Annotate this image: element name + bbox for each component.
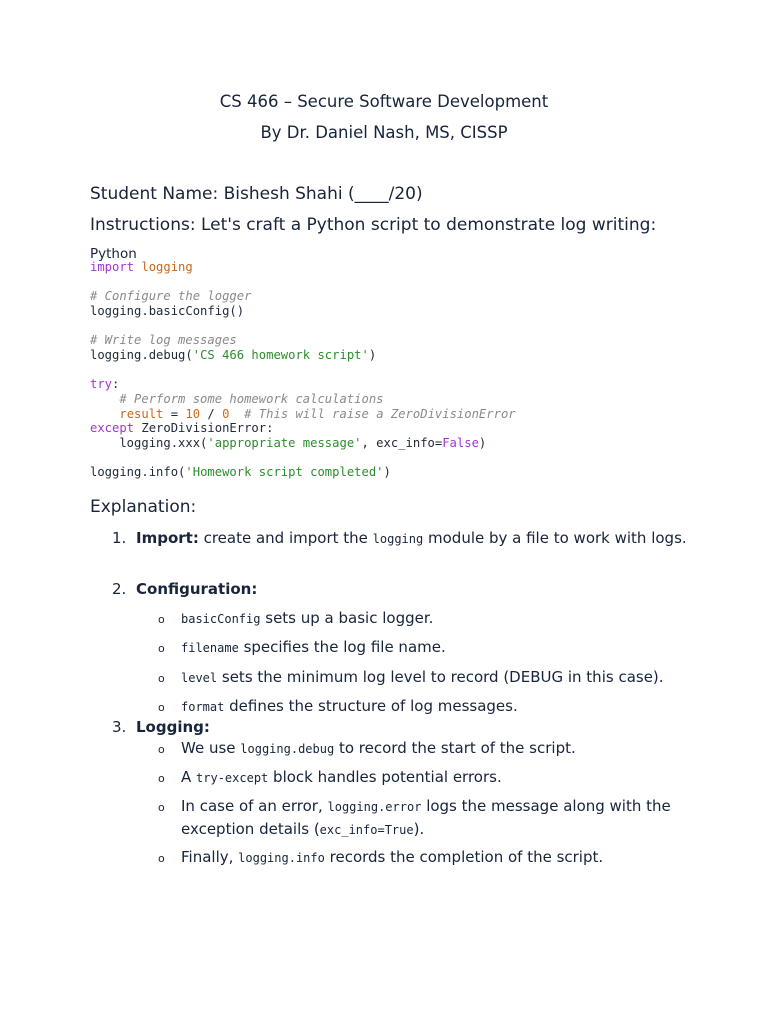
code-language-label: Python (90, 246, 137, 262)
list-item-text: create and import the (198, 529, 373, 547)
code-keyword: import (90, 260, 135, 274)
code-text: ) (368, 347, 377, 362)
code-text: ) (383, 465, 391, 480)
list-item-bold: Configuration: (136, 580, 258, 598)
code-string: 'CS 466 homework script' (192, 347, 369, 362)
bullet-text: In case of an error, (181, 797, 328, 815)
student-name-line: Student Name: Bishesh Shahi (____/20) (90, 184, 423, 204)
code-keyword: try (90, 377, 113, 392)
list-item-bold: Logging: (136, 718, 210, 736)
code-variable: result (119, 406, 164, 421)
bullet-marker: o (158, 852, 165, 865)
inline-code: filename (181, 641, 239, 655)
bullet-text: Finally, (181, 848, 239, 866)
inline-code: logging.debug (240, 742, 335, 756)
code-text: , exc_info= (361, 435, 443, 450)
inline-code: logging (372, 532, 424, 546)
code-text: ZeroDivisionError: (134, 421, 274, 436)
code-keyword: except (90, 421, 135, 436)
bullet-item (181, 607, 701, 630)
code-comment: # Configure the logger (90, 289, 252, 304)
inline-code: basicConfig (181, 612, 261, 626)
bullet-text: logs the message along with the exception details ( (181, 797, 671, 838)
bullet-marker: o (158, 701, 165, 714)
bullet-text: ). (413, 820, 425, 838)
code-comment: # This will raise a ZeroDivisionError (229, 406, 516, 421)
code-line: logging.basicConfig() (90, 303, 245, 318)
list-number: 2. (112, 580, 127, 598)
inline-code: level (181, 671, 218, 685)
bullet-marker: o (158, 772, 165, 785)
list-number: 1. (112, 529, 127, 547)
code-number: 0 (222, 406, 230, 421)
bullet-item (181, 666, 701, 689)
code-text: logging.xxx( (90, 435, 208, 450)
bullet-text: defines the structure of log messages. (224, 697, 518, 715)
bullet-text: block handles potential errors. (268, 768, 502, 786)
bullet-marker: o (158, 672, 165, 685)
course-title: CS 466 – Secure Software Development (219, 92, 549, 111)
list-item-import (136, 527, 696, 550)
bullet-marker: o (158, 743, 165, 756)
bullet-item (181, 695, 701, 718)
list-number: 3. (112, 718, 127, 736)
code-comment: # Write log messages (90, 333, 237, 348)
bullet-text: sets up a basic logger. (260, 609, 434, 627)
bullet-item (181, 737, 701, 760)
bullet-text: A (181, 768, 197, 786)
code-text: / (200, 406, 223, 421)
bullet-marker: o (158, 613, 165, 626)
author-line: By Dr. Daniel Nash, MS, CISSP (260, 123, 508, 142)
list-item-logging (136, 716, 696, 738)
code-text: ) (478, 435, 487, 450)
instructions-line: Instructions: Let's craft a Python script to demonstrate log writing: (90, 215, 657, 235)
bullet-text: We use (181, 739, 241, 757)
bullet-item (181, 636, 701, 659)
list-item-text: module by a file to work with logs. (423, 529, 687, 547)
bullet-text: sets the minimum log level to record (DEBUG in this case). (217, 668, 664, 686)
inline-code: exc_info=True (319, 823, 414, 837)
code-block (90, 260, 516, 480)
inline-code: try-except (196, 771, 269, 785)
bullet-item (181, 846, 701, 869)
bullet-marker: o (158, 801, 165, 814)
bullet-text: records the completion of the script. (324, 848, 604, 866)
bullet-item (181, 795, 701, 841)
bullet-text: to record the start of the script. (334, 739, 576, 757)
code-string: 'Homework script completed' (185, 465, 384, 480)
code-text: logging.debug( (90, 347, 193, 362)
code-comment: # Perform some homework calculations (90, 391, 384, 406)
code-text: = (163, 406, 186, 421)
bullet-item (181, 766, 701, 789)
inline-code: logging.info (238, 851, 325, 865)
list-item-bold: Import: (136, 529, 199, 547)
bullet-marker: o (158, 642, 165, 655)
inline-code: logging.error (327, 800, 422, 814)
code-text (90, 407, 119, 421)
inline-code: format (181, 700, 225, 714)
code-boolean: False (442, 435, 479, 450)
list-item-configuration (136, 578, 696, 600)
code-number: 10 (185, 406, 201, 421)
code-text: : (112, 377, 120, 392)
code-text: logging.info( (90, 465, 186, 480)
code-module: logging (141, 260, 193, 274)
bullet-text: specifies the log file name. (238, 638, 446, 656)
explanation-heading: Explanation: (90, 497, 197, 517)
code-string: 'appropriate message' (207, 435, 362, 450)
